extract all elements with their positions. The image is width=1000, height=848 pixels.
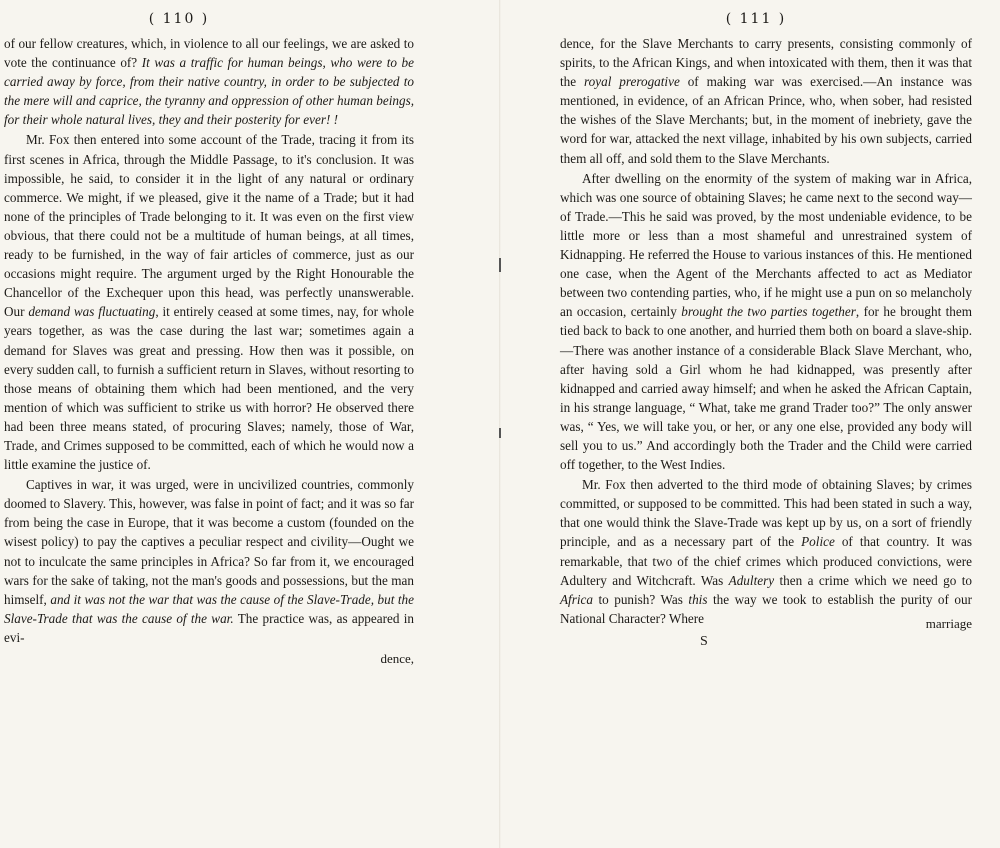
italic-text: this — [688, 591, 708, 607]
text-run: of our fellow creatures, which, in violence to all our feelings, we are asked to vote the continuance of? — [4, 36, 414, 71]
paragraph — [560, 169, 972, 475]
text-run: , for he brought them tied back to back to one another, and hurried them both on board a slave-ship.—There was another instance of a considerable Black Slave Merchant, who, after having sold a Girl whom he had kidnapped, was presently after kidnapped and carried away himself; and when he asked the African Captain, in his strange language, “ What, take me grand Trader too?” The only answer was, “ Yes, we will take you, or her, or any one else, provided any body will sell you to us.” And accordingly both the Trader and the Child were carried off together, to the West Indies. — [560, 304, 973, 473]
text-run: Mr. Fox then adverted to the third mode of obtaining Slaves; by crimes committed, or supposed to be committed. This had been stated in such a way, that one would think the Slave-Trade was kept up by us, on a sort of friendly principle, and as a necessary part of the — [560, 477, 972, 550]
gutter-mark — [499, 428, 501, 438]
text-run: of that country. It was remarkable, that two of the chief crimes which produced convictions, were Adultery and Witchcraft. Was — [560, 534, 972, 588]
text-run: Captives in war, it was urged, were in uncivilized countries, commonly doomed to Slavery. This, however, was false in point of fact; and it was so far from being the case in Europe, that it was become a custom (founded on the wisest policy) to pay the captives a peculiar respect and civility—Ought we not to inculcate the same principles in Africa? So far from it, we encouraged wars for the sake of taking, not the man's goods and possessions, but the man himself, — [4, 477, 415, 607]
paragraph — [4, 130, 414, 474]
paragraph — [560, 475, 972, 628]
italic-text: brought the two parties together — [681, 304, 856, 320]
text-run: then a crime which we need go to — [774, 572, 972, 588]
text-run: of making war was exercised.—An instance was mentioned, in evidence, of an African Prince, who, when sober, had resisted the wishes of the Slave Merchants; but, in the moment of inebriety, gave the word for war, attacked the next village, inhabited by his own subjects, carried them all off, and sold them to the Slave Merchants. — [560, 74, 972, 166]
page-number: ( 110 ) — [148, 11, 210, 27]
text-run: the way we took to establish the purity of our National Character? Where — [560, 591, 972, 626]
gutter-mark — [499, 258, 501, 272]
italic-text: royal prerogative — [584, 74, 680, 90]
left-page — [4, 4, 415, 666]
catchword: dence, — [380, 651, 414, 666]
text-run: After dwelling on the enormity of the system of making war in Africa, which was one source of obtaining Slaves; he came next to the second way—of Trade.—This he said was proved, by the most undeniable evidence, to be little more or less than a most shameful and unrestrained system of Kidnapping. He referred the House to various instances of this. He mentioned one case, when the Agent of the Merchants affected to act as Mediator between two contending parties, who, if he might use a pun on so melancholy an occasion, certainly — [560, 170, 972, 320]
page-number: ( 111 ) — [725, 11, 787, 27]
italic-text: and it was not the war that was the cause of the Slave-Trade, but the Slave-Trade that was the cause of the war. — [4, 591, 414, 626]
gutter — [499, 0, 501, 848]
italic-text: It was a traffic for human beings, who were to be carried away by force, from their native country, in order to be subjected to the mere will and caprice, the tyranny and oppression of other human beings, for their whole natural lives, they and their posterity for ever! ! — [4, 55, 414, 128]
page-body — [4, 34, 414, 647]
catchword: marriage — [925, 615, 972, 631]
paragraph — [4, 475, 414, 647]
paragraph — [4, 34, 414, 129]
text-run: The practice was, as appeared in evi- — [4, 610, 414, 645]
paragraph — [560, 34, 972, 168]
signature-mark: S — [700, 633, 708, 649]
italic-text: demand was fluctuating — [28, 304, 156, 320]
italic-text: Africa — [560, 591, 593, 607]
text-run: Mr. Fox then entered into some account of the Trade, tracing it from its first scenes in Africa, through the Middle Passage, to it's conclusion. It was impossible, he said, to consider it in the light of any natural or ordinary commerce. We might, if we pleased, give it the name of a Trade; but it had none of the principles of Trade belonging to it. It was even on the first view obvious, that there could not be a multitude of human beings, at all times, ready to be furnished, in the way of fair articles of commerce, just as our occasions might require. The argument urged by the Right Honourable the Chancellor of the Exchequer upon this head, was perfectly unanswerable. Our — [4, 132, 414, 320]
text-run: dence, for the Slave Merchants to carry presents, consisting commonly of spirits, to the African Kings, and when intoxicated with them, then it was that the — [560, 36, 972, 90]
right-page — [560, 4, 973, 649]
italic-text: Adultery — [728, 572, 775, 588]
text-run: to punish? Was — [592, 591, 689, 607]
text-run: , it entirely ceased at some times, nay, for whole years together, as was the case during the last war; sometimes again a demand for Slaves was great and pressing. How then was it possible, on every sudden call, to furnish a sufficient return in Slaves, without resorting to those means of obtaining them which had been mentioned, and the very mention of which was sufficient to strike us with horror? He observed there had been three means stated, of procuring Slaves; namely, those of War, Trade, and Crimes supposed to be committed, each of which he would now a little examine the justice of. — [4, 304, 414, 473]
italic-text: Police — [801, 534, 835, 550]
page-body — [560, 34, 972, 628]
